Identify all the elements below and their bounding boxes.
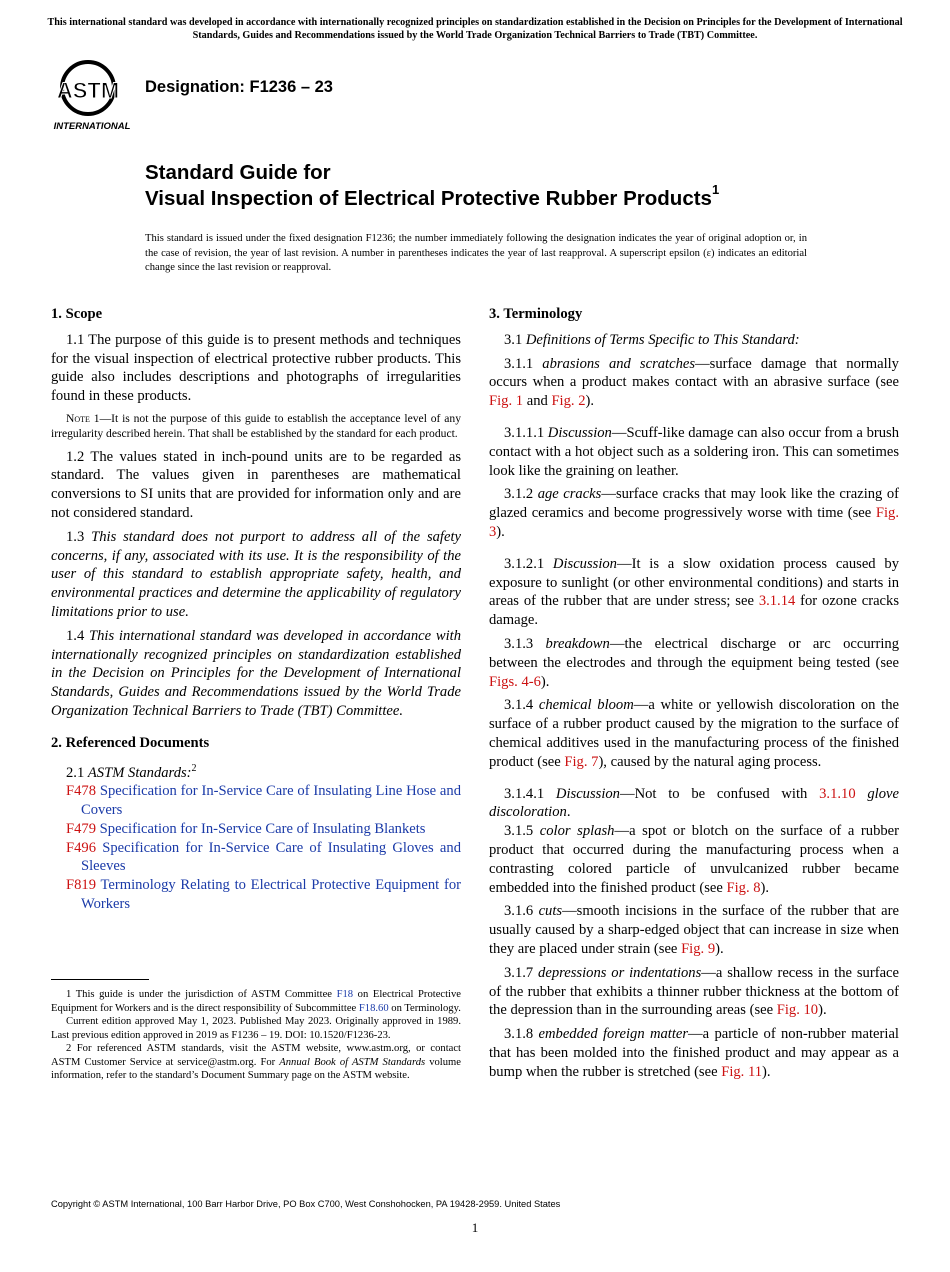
definition-number: 3.1.1.1: [504, 424, 548, 441]
paragraph-1-4-text: This international standard was developed in accordance with internationally recognized principles on standardization established in the Decision on Principles for the Development of International Standards, Guides and Recommendations issued by the World Trade Organization Technical Barriers to Trade (TBT) Committee.: [51, 627, 462, 719]
paragraph-2-1-text: ASTM Standards:: [87, 764, 192, 781]
copyright-notice: Copyright © ASTM International, 100 Barr Harbor Drive, PO Box C700, West Conshohocken, PA 19428-2959. United States: [51, 1199, 561, 1209]
figure-link[interactable]: Fig. 8: [726, 879, 761, 896]
figure-link[interactable]: Figs. 4-6: [489, 673, 541, 690]
definition-text: and: [523, 393, 552, 410]
paragraph-3-1-num: 3.1: [504, 331, 526, 348]
definition-text: ).: [496, 523, 505, 540]
paragraph-1-4-num: 1.4: [66, 627, 90, 644]
title-line-2-text: Visual Inspection of Electrical Protective Rubber Products: [145, 187, 712, 210]
definition-term: age cracks: [537, 486, 602, 503]
definition-text: —a shallow recess in the surface of the rubber that exhibits a thinner rubber thickness at the bottom of the depression than in the surrounding areas (see: [489, 964, 899, 1019]
definition-number: 3.1.3: [504, 635, 546, 652]
definition-text: ).: [818, 1002, 827, 1019]
discussion-text: —Not to be confused with: [619, 785, 820, 802]
reference-title-link[interactable]: Specification for In-Service Care of Insulating Blankets: [96, 820, 426, 837]
section-heading-terminology: 3. Terminology: [489, 306, 583, 322]
paragraph-1-1: 1.1 The purpose of this guide is to present methods and techniques for the visual inspection of electrical protective rubber products. This guide also includes descriptions and photographs of irregularities found in these products.: [51, 331, 461, 405]
discussion-3-1-2-1: [489, 555, 899, 630]
definition-term: depressions or indentations: [538, 964, 702, 981]
discussion-text: for ozone cracks damage.: [489, 593, 899, 629]
definition-text: —a spot or blotch on the surface of a rubber product that occurred during the manufacturing process when a contrasting colored particle of unvulcanized rubber became embedded into the finished product (see: [489, 823, 899, 896]
footnote-1-text: 1 This guide is under the jurisdiction of ASTM Committee: [66, 989, 337, 1000]
page-number: 1: [471, 1220, 479, 1235]
right-column: [489, 305, 899, 1081]
footnote-1-text: on Electrical Protective Equipment for Workers and is the direct responsibility of Subcommittee: [51, 989, 461, 1014]
issuance-note: This standard is issued under the fixed designation F1236; the number immediately following the designation indicates the year of original adoption or, in the case of revision, the year of last revision. A number in parentheses indicates the year of last reapproval. A superscript epsilon (ε) indicates an editorial change since the last revision or reapproval.: [145, 233, 807, 273]
discussion-3-1-1-1: [489, 424, 899, 480]
paragraph-3-1-text: Definitions of Terms Specific to This Standard:: [525, 331, 800, 348]
document-title: [145, 160, 719, 212]
figure-link[interactable]: Fig. 11: [721, 1063, 763, 1080]
figure-link[interactable]: Fig. 3: [489, 505, 899, 540]
reference-item: [51, 839, 461, 877]
footnote-divider: [51, 979, 149, 980]
definition-text: —a white or yellowish discoloration on the surface of a rubber product caused by the migration to the surface of chemical additives used in the manufacturing process of the finished product (see: [489, 697, 899, 770]
title-footnote-mark: 1: [711, 182, 720, 198]
discussion-text: —It is a slow oxidation process caused by exposure to sunlight (or other environmental conditions) and starts in areas of the rubber that are under stress; see: [489, 555, 899, 610]
figure-link[interactable]: Fig. 2: [551, 393, 586, 410]
title-line-2: [145, 182, 720, 212]
figure-link[interactable]: Fig. 9: [681, 940, 716, 957]
discussion-label: Discussion: [552, 555, 617, 572]
paragraph-3-1: [489, 331, 899, 350]
footnote-1: [51, 988, 461, 1015]
reference-title-link[interactable]: Terminology Relating to Electrical Protective Equipment for Workers: [81, 877, 461, 912]
definition-text: ).: [540, 673, 550, 690]
paragraph-1-4: [51, 627, 461, 721]
footnote-1-text: on Terminology.: [388, 1002, 461, 1014]
definition-text: ), caused by the natural aging process.: [598, 753, 822, 770]
section-heading-scope: 1. Scope: [51, 306, 103, 322]
committee-link[interactable]: F18: [336, 989, 354, 1000]
paragraph-1-3-num: 1.3: [66, 528, 92, 545]
note-text: 1—It is not the purpose of this guide to establish the acceptance level of any irregularity described herein. That shall be established by the standard for each product.: [51, 411, 461, 440]
definition-3-1-7: [489, 964, 899, 1020]
definition-text: —smooth incisions in the surface of the rubber that are usually caused by a sharp-edged object that can increase in size when they are placed under strain (see: [489, 903, 899, 957]
reference-code-link[interactable]: F479: [66, 820, 97, 837]
discussion-text: .: [566, 804, 571, 821]
definition-number: 3.1.7: [504, 964, 539, 981]
footnote-mark-2: 2: [191, 762, 197, 774]
definition-number: 3.1.5: [504, 823, 540, 840]
reference-item: [51, 782, 461, 820]
definition-text: ).: [760, 879, 770, 896]
definition-text: —the electrical discharge or arc occurring between the electrodes and through the equipment being tested (see: [489, 635, 899, 671]
logo-text: ASTM: [56, 78, 120, 103]
definition-text: —surface damage that normally occurs when a product makes contact with an abrasive surface (see: [489, 355, 899, 391]
reference-title-link[interactable]: Specification for In-Service Care of Insulating Gloves and Sleeves: [81, 839, 461, 875]
paragraph-1-2: 1.2 The values stated in inch-pound units are to be regarded as standard. The values given in parentheses are mathematical conversions to SI units that are provided for information only and are not considered standard.: [51, 448, 461, 521]
paragraph-1-3: [51, 528, 461, 622]
astm-international-logo: [52, 56, 136, 134]
discussion-text: —Scuff-like damage can also occur from a brush contact with a hot object such as a soldering iron. This can sometimes look like the graining on leather.: [489, 424, 899, 479]
definition-3-1-1: [489, 355, 899, 411]
definition-number: 3.1.2.1: [504, 555, 553, 572]
paragraph-2-1: [51, 760, 461, 783]
section-link[interactable]: 3.1.10: [819, 785, 856, 802]
section-link[interactable]: 3.1.14: [758, 593, 796, 610]
note-1: [51, 412, 461, 442]
footnote-2-text: volume information, refer to the standard’s Document Summary page on the ASTM website.: [51, 1056, 461, 1081]
figure-link[interactable]: Fig. 1: [489, 393, 524, 410]
definition-term: chemical bloom: [538, 697, 634, 714]
figure-link[interactable]: Fig. 10: [776, 1002, 819, 1019]
definition-number: 3.1.8: [504, 1026, 539, 1043]
footnote-edition: Current edition approved May 1, 2023. Published May 2023. Originally approved in 1989. Last previous edition approved in 2019 as F1236 – 19. DOI: 10.1520/F1236-23.: [51, 1016, 461, 1041]
definition-text: ).: [762, 1063, 771, 1080]
reference-item: [51, 876, 461, 914]
definition-text: —surface cracks that may look like the crazing of glazed ceramics and become progressively worse with time (see: [489, 486, 899, 522]
discussion-label: Discussion: [547, 424, 612, 441]
definition-text: ).: [585, 393, 595, 410]
reference-code-link[interactable]: F496: [66, 839, 97, 856]
definition-term: embedded foreign matter: [538, 1026, 689, 1043]
definition-number: 3.1.4: [504, 697, 539, 714]
definition-number: 3.1.2: [504, 486, 538, 503]
left-column: [51, 305, 461, 914]
paragraph-1-3-text: This standard does not purport to address all of the safety concerns, if any, associated with its use. It is the responsibility of the user of this standard to establish appropriate safety, health, and environmental practices and determine the applicability of regulatory limitations prior to use.: [51, 528, 461, 620]
discussion-label: Discussion: [555, 785, 620, 802]
note-label: Note: [66, 411, 90, 425]
definition-term: breakdown: [545, 635, 610, 652]
reference-item: [51, 820, 461, 839]
definition-number: 3.1.6: [504, 903, 539, 920]
definition-3-1-5: [489, 822, 899, 897]
definition-3-1-2: [489, 485, 899, 541]
definition-text: ).: [715, 940, 724, 957]
discussion-3-1-4-1: [489, 785, 899, 823]
definition-term: color splash: [539, 823, 615, 840]
definition-term: abrasions and scratches: [542, 355, 696, 372]
discussion-italic: glove discoloration: [489, 785, 899, 821]
footnote-2-italic: Annual Book of ASTM Standards: [279, 1056, 426, 1068]
international-standard-notice: This international standard was developed in accordance with internationally recognized principles on standardization established in the Decision on Principles for the Development of International Standards, Guides and Recommendations issued by the World Trade Organization Technical Barriers to Trade (TBT) Committee.: [47, 17, 903, 41]
definition-3-1-6: [489, 902, 899, 958]
definition-3-1-8: [489, 1025, 899, 1081]
section-heading-referenced-documents: 2. Referenced Documents: [51, 734, 210, 751]
definition-number: 3.1.4.1: [504, 785, 556, 802]
figure-link[interactable]: Fig. 7: [564, 753, 599, 770]
footnote-2: [51, 1042, 461, 1083]
definition-term: cuts: [538, 903, 563, 920]
paragraph-2-1-num: 2.1: [66, 764, 88, 781]
subcommittee-link[interactable]: F18.60: [358, 1002, 389, 1014]
definition-number: 3.1.1: [504, 355, 543, 372]
footnote-2-text: 2 For referenced ASTM standards, visit the ASTM website, www.astm.org, or contact ASTM Customer Service at service@astm.org. For: [51, 1043, 461, 1068]
definition-3-1-4: [489, 696, 899, 771]
reference-code-link[interactable]: F478: [66, 783, 97, 800]
definition-text: —a particle of non-rubber material that has been molded into the finished product and may appear as a bump when the rubber is stretched (see: [489, 1026, 899, 1080]
designation: Designation: F1236 – 23: [145, 78, 333, 96]
reference-title-link[interactable]: Specification for In-Service Care of Insulating Line Hose and Covers: [81, 783, 461, 818]
footnotes: [51, 988, 461, 1083]
definition-3-1-3: [489, 635, 899, 691]
reference-code-link[interactable]: F819: [66, 877, 97, 894]
title-line-1: Standard Guide for: [145, 161, 331, 184]
logo-subtext: INTERNATIONAL: [53, 121, 131, 132]
